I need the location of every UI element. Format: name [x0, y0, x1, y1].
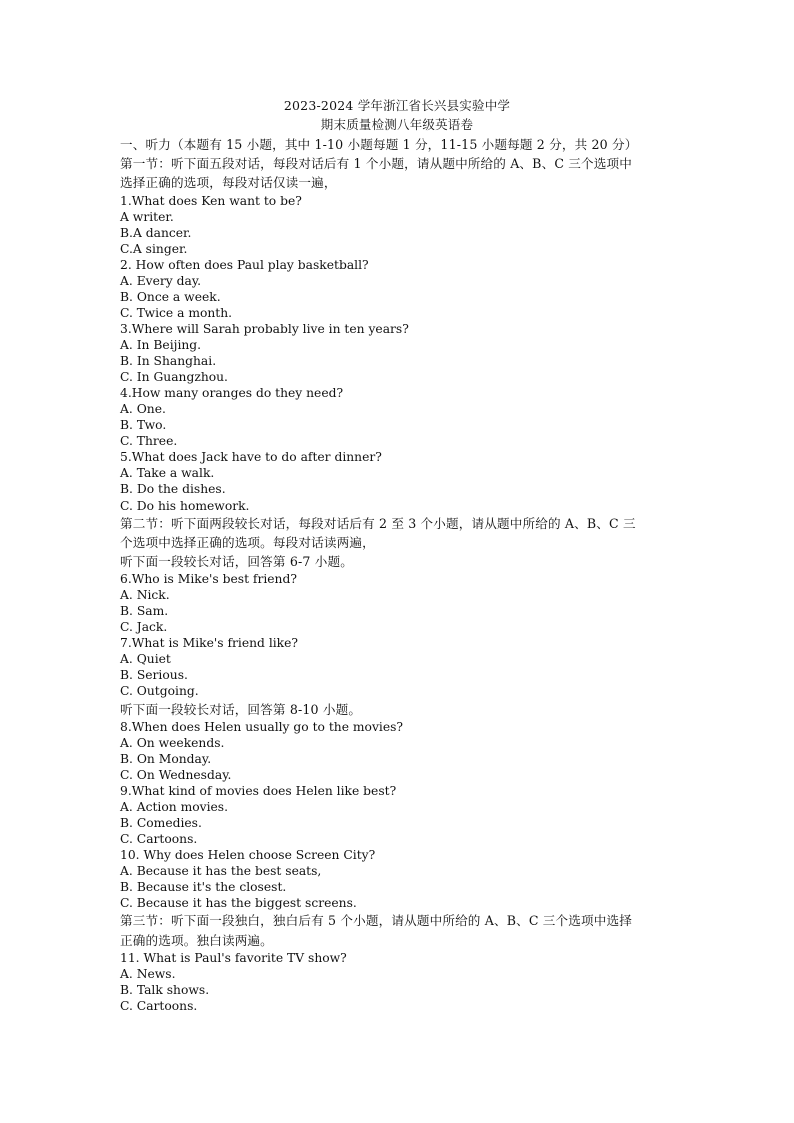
question-text-line: 3.Where will Sarah probably live in ten years? — [120, 321, 409, 336]
question-text-line: A. Take a walk. — [120, 466, 215, 481]
question-text-line: B. Because it's the closest. — [120, 880, 287, 895]
question-text-line: A. Action movies. — [120, 799, 229, 814]
question-text-line: 4.How many oranges do they need? — [120, 386, 344, 401]
question-text-line: B.A dancer. — [120, 225, 192, 240]
question-text-line: C.A singer. — [120, 241, 188, 256]
question-text-line: B. Sam. — [120, 604, 169, 619]
section-instruction-line: 第三节：听下面一段独白，独白后有 5 个小题，请从题中所给的 A、B、C 三个选项中选择 — [120, 913, 632, 929]
question-text-line: 11. What is Paul's favorite TV show? — [120, 950, 347, 965]
question-text-line: B. Two. — [120, 418, 167, 433]
question-text-line: C. Do his homework. — [120, 498, 250, 513]
question-text-line: 10. Why does Helen choose Screen City? — [120, 848, 376, 863]
question-text-line: A. Quiet — [120, 652, 171, 667]
question-text-line: C. Because it has the biggest screens. — [120, 896, 357, 911]
question-text-line: B. Talk shows. — [120, 982, 210, 997]
section-instruction-line: 选择正确的选项，每段对话仅读一遍， — [120, 175, 337, 191]
question-text-line: C. Outgoing. — [120, 684, 199, 699]
question-text-line: 2. How often does Paul play basketball? — [120, 257, 369, 272]
section-instruction-line: 听下面一段较长对话，回答第 8-10 小题。 — [120, 701, 362, 717]
question-text-line: A. One. — [120, 402, 166, 417]
section-instruction-line: 一、听力（本题有 15 小题，其中 1-10 小题每题 1 分，11-15 小题每题 2 分，共 20 分） — [120, 137, 638, 152]
exam-body — [120, 135, 680, 1014]
question-text-line: 5.What does Jack have to do after dinner? — [120, 450, 382, 465]
question-text-line: B. Do the dishes. — [120, 482, 226, 497]
question-text-line: A. News. — [120, 966, 176, 981]
question-text-line: C. On Wednesday. — [120, 767, 232, 782]
exam-title-line-2: 期末质量检测八年级英语卷 — [320, 117, 474, 132]
question-text-line: A. Because it has the best seats, — [120, 864, 322, 879]
question-text-line: 6.Who is Mike's best friend? — [120, 572, 297, 587]
question-text-line: C. Jack. — [120, 620, 168, 635]
question-text-line: B. On Monday. — [120, 751, 212, 766]
question-text-line: 9.What kind of movies does Helen like best? — [120, 783, 397, 798]
exam-title-line-1: 2023-2024 学年浙江省长兴县实验中学 — [283, 98, 511, 113]
question-text-line: A. On weekends. — [120, 735, 225, 750]
section-instruction-line: 听下面一段较长对话，回答第 6-7 小题。 — [120, 553, 353, 569]
question-text-line: A. Every day. — [120, 273, 202, 288]
question-text-line: C. Twice a month. — [120, 305, 233, 320]
question-text-line: A. Nick. — [120, 588, 170, 603]
question-text-line: C. In Guangzhou. — [120, 370, 228, 385]
question-text-line: B. Once a week. — [120, 289, 221, 304]
section-instruction-line: 第一节：听下面五段对话，每段对话后有 1 个小题，请从题中所给的 A、B、C 三个选项中 — [120, 156, 632, 172]
question-text-line: B. Serious. — [120, 668, 188, 683]
question-text-line: B. In Shanghai. — [120, 354, 217, 369]
section-instruction-line: 第二节：听下面两段较长对话，每段对话后有 2 至 3 个小题，请从题中所给的 A、B、C 三 — [120, 515, 636, 531]
question-text-line: A writer. — [120, 209, 174, 224]
question-text-line: C. Three. — [120, 434, 178, 449]
question-text-line: 1.What does Ken want to be? — [120, 193, 302, 208]
question-text-line: 7.What is Mike's friend like? — [120, 636, 299, 651]
question-text-line: 8.When does Helen usually go to the movies? — [120, 719, 404, 734]
section-instruction-line: 正确的选项。独白读两遍。 — [120, 932, 273, 948]
question-text-line: C. Cartoons. — [120, 832, 198, 847]
question-text-line: C. Cartoons. — [120, 998, 198, 1013]
question-text-line: B. Comedies. — [120, 816, 202, 831]
section-instruction-line: 个选项中选择正确的选项。每段对话读两遍， — [120, 534, 375, 550]
question-text-line: A. In Beijing. — [120, 338, 202, 353]
